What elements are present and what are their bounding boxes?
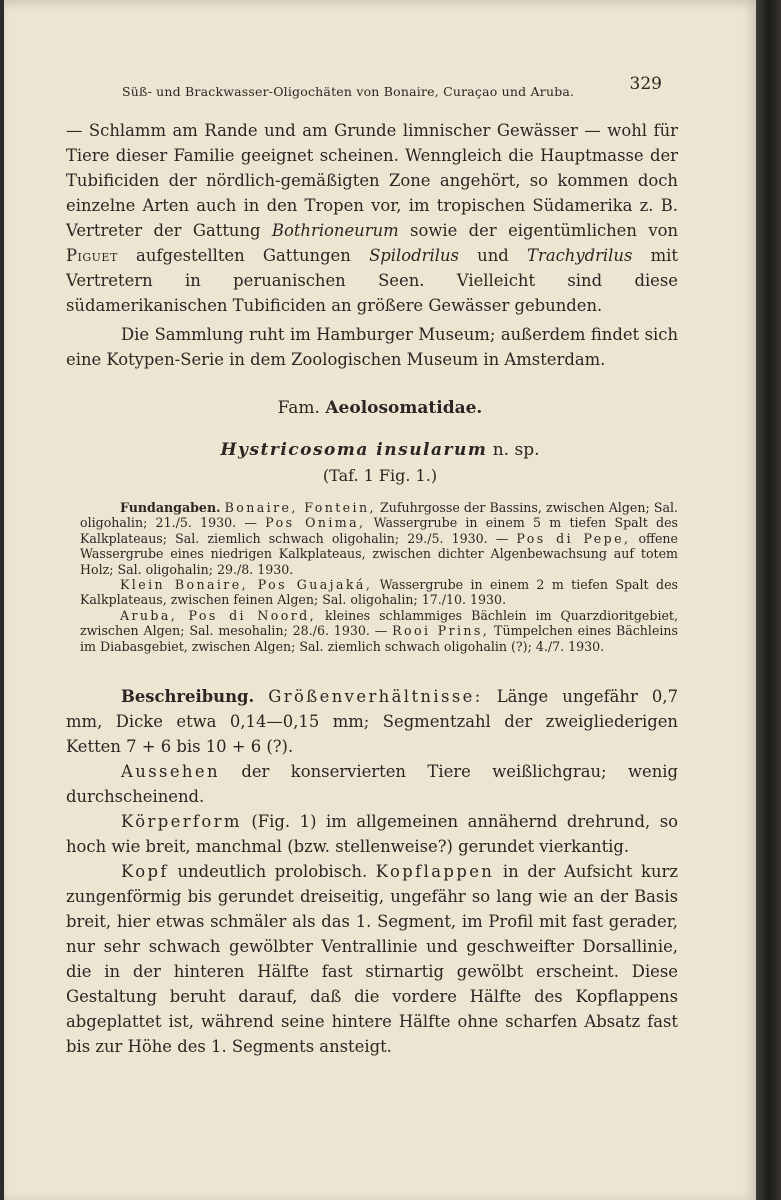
- family-heading: [4, 398, 756, 418]
- beschreibung-aussehen: [66, 759, 678, 809]
- beschreibung-size: [66, 684, 678, 759]
- text-run: der konservierten Tiere weißlichgrau; wenig durchscheinend.: [66, 762, 678, 806]
- paragraph-collection: [66, 322, 678, 372]
- species-name: Hystricosoma insularum: [220, 440, 488, 460]
- beschreibung-label: Beschreibung.: [121, 687, 255, 706]
- locality: Klein Bonaire, Pos Guajaká,: [120, 577, 373, 593]
- locality: Pos Onima,: [265, 515, 366, 531]
- genus-bothrioneurum: Bothrioneurum: [271, 221, 399, 240]
- text-run: Wassergrube in einem 5 m tiefen Spalt des Kalkplateaus; Sal. ziemlich schwach oligohalin; 29./5. 1930. —: [80, 515, 678, 546]
- collection-text: Die Sammlung ruht im Hamburger Museum; außerdem findet sich eine Kotypen-Serie in dem Zoologischen Museum in Amsterdam.: [66, 325, 678, 369]
- fundangaben-klein-bonaire: [80, 577, 678, 608]
- text-run: undeutlich prolobisch.: [168, 862, 376, 881]
- text-run: — Schlamm am Rande und am Grunde limnischer Gewässer — wohl für Tiere dieser Familie geeignet scheinen. Wenngleich die Hauptmasse der Tubificiden der nördlich-gemäßigten Zone angehört, so kommen doch einzelne Arten auch in den Tropen vor, im tropischen Südamerika z. B. Vertreter der Gattung: [66, 121, 678, 240]
- text-run: kleines schlammiges Bächlein im Quarzdioritgebiet, zwischen Algen; Sal. mesohalin; 28./6. 1930. —: [80, 607, 678, 639]
- genus-spilodrilus: Spilodrilus: [369, 246, 459, 265]
- locality: Bonaire, Fontein,: [224, 500, 376, 515]
- species-suffix: n. sp.: [487, 440, 540, 460]
- plate-reference: (Taf. 1 Fig. 1.): [322, 466, 438, 485]
- beschreibung-section: [66, 684, 678, 1059]
- term: Körperform: [121, 812, 242, 831]
- text-run: (Fig. 1) im allgemeinen annähernd drehrund, so hoch wie breit, manchmal (bzw. stellenweise?) gerundet vierkantig.: [66, 812, 678, 856]
- text-run: offene Wassergrube eines niedrigen Kalkplateaus, zwischen dichter Algenbewachsung auf totem Holz; Sal. oligohalin; 29./8. 1930.: [80, 530, 678, 577]
- family-prefix: Fam.: [277, 398, 326, 418]
- text-run: in der Aufsicht kurz zungenförmig bis gerundet dreiseitig, ungefähr so lang wie an der Basis breit, hier etwas schmäler als das 1. Segment, im Profil mit fast gerader, nur sehr schwach gewölbter Ventrallinie und geschweifter Dorsallinie, die in der hinteren Hälfte fast stirnartig gewölbt erscheint. Diese Gestaltung beruht darauf, daß die vordere Hälfte des Kopflappens abgeplattet ist, während seine hintere Hälfte ohne scharfen Absatz fast bis zur Höhe des 1. Segments ansteigt.: [66, 862, 678, 1056]
- fundangaben-bonaire: [80, 500, 678, 577]
- family-name: Aeolosomatidae.: [325, 398, 483, 418]
- term: Größenverhältnisse:: [268, 687, 483, 706]
- running-header: [122, 72, 662, 102]
- fundangaben-label: Fundangaben.: [120, 500, 221, 515]
- page-number: 329: [629, 74, 662, 94]
- text-run: aufgestellten Gattungen: [117, 246, 370, 265]
- beschreibung-koerperform: [66, 809, 678, 859]
- book-binding-edge: [756, 0, 781, 1200]
- fundangaben-aruba: [80, 608, 678, 654]
- term: Kopflappen: [375, 862, 495, 881]
- genus-trachydrilus: Trachydrilus: [527, 246, 633, 265]
- text-run: Länge ungefähr 0,7 mm, Dicke etwa 0,14—0,15 mm; Segmentzahl der zweigliederigen Ketten 7 + 6 bis 10 + 6 (?).: [66, 687, 678, 756]
- book-page: [4, 0, 756, 1200]
- beschreibung-kopf: [66, 859, 678, 1059]
- locality: Rooi Prins,: [392, 623, 490, 639]
- paragraph-habitat: [66, 118, 678, 318]
- text-run: sowie der eigentümlichen von: [398, 221, 678, 240]
- text-run: Zufuhrgosse der Bassins, zwischen Algen; Sal. oligohalin; 21./5. 1930. —: [80, 500, 678, 531]
- locality: Aruba, Pos di Noord,: [120, 607, 317, 623]
- term: Aussehen: [121, 762, 220, 781]
- running-title: Süß- und Brackwasser-Oligochäten von Bonaire, Curaçao und Aruba.: [122, 84, 575, 99]
- text-run: Wassergrube in einem 2 m tiefen Spalt des Kalkplateaus, zwischen feinen Algen; Sal. oligohalin; 17./10. 1930.: [80, 577, 678, 608]
- author-piguet: Piguet: [66, 246, 118, 265]
- text-run: und: [458, 246, 528, 265]
- term: Kopf: [121, 862, 169, 881]
- text-run: mit Vertretern in peruanischen Seen. Vielleicht sind diese südamerikanischen Tubificiden an größere Gewässer gebunden.: [66, 246, 678, 315]
- species-heading: [4, 440, 756, 460]
- text-run: Tümpelchen eines Bächleins im Diabasgebiet, zwischen Algen; Sal. ziemlich schwach oligohalin (?); 4./7. 1930.: [80, 623, 679, 654]
- fundangaben-section: [80, 500, 678, 654]
- locality: Pos di Pepe,: [516, 530, 631, 546]
